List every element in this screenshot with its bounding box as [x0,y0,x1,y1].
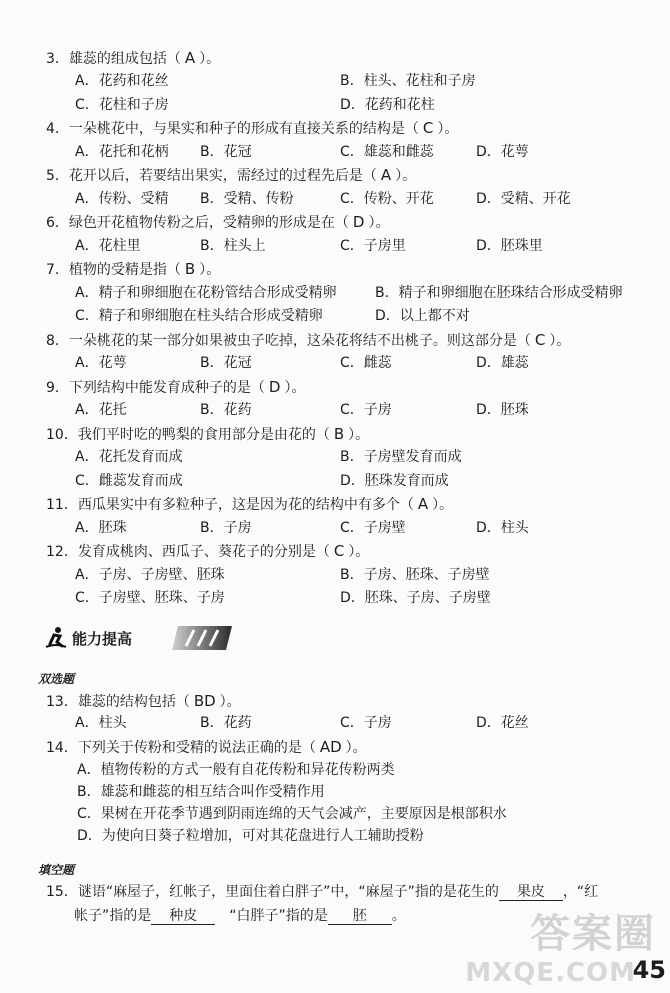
option: D．雄蕊 [476,355,529,371]
option: D．柱头 [476,520,529,536]
option: A．柱头 [75,715,127,731]
watermark-en: MXQE.COM [465,958,636,988]
option: C．子房壁 [340,520,406,536]
handwritten-answer: D [352,213,365,231]
option: A．花萼 [75,355,127,371]
option: B．柱头上 [200,238,266,254]
section-banner-decoration [172,624,232,652]
question-14: 14．下列关于传粉和受精的说法正确的是（ AD ）。 [46,738,367,756]
option: C．雌蕊发育而成 [75,473,183,489]
option: D．为使向日葵子粒增加，可对其花盘进行人工辅助授粉 [77,828,424,844]
option: D．花药和花柱 [340,97,435,113]
option: C．精子和卵细胞在柱头结合形成受精卵 [75,308,323,324]
question-13: 13．雄蕊的结构包括（ BD ）。 [46,692,241,710]
option: D．胚珠 [476,402,529,418]
option: C．果树在开花季节遇到阴雨连绵的天气会减产，主要原因是根部积水 [77,806,507,822]
question-15-line2: 帐子”指的是 种皮 “白胖子”指的是 胚 。 [74,908,406,924]
option: D．以上都不对 [375,308,470,324]
option: B．子房 [200,520,252,536]
answer-blank: 种皮 [151,908,215,925]
option: B．子房、胚珠、子房壁 [340,567,490,583]
option: D．胚珠、子房、子房壁 [340,590,491,606]
handwritten-answer: C [333,542,345,560]
answer-blank: 果皮 [499,884,563,901]
option: A．精子和卵细胞在花粉管结合形成受精卵 [75,285,337,301]
option: B．精子和卵细胞在胚珠结合形成受精卵 [375,285,623,301]
handwritten-answer: A [184,49,196,67]
watermark-cn: 答案圈 [530,911,656,957]
question-12: 12．发育成桃肉、西瓜子、葵花子的分别是（ C ）。 [46,542,370,560]
option: A．子房、子房壁、胚珠 [75,567,225,583]
question-5: 5．花开以后，若要结出果实，需经过的过程先后是（ A ）。 [46,166,417,184]
heading-double-choice: 双选题 [38,672,75,686]
option: B．柱头、花柱和子房 [340,73,476,89]
answer-blank: 胚 [328,908,392,925]
option: A．花托 [75,402,127,418]
heading-fill-in: 填空题 [38,863,75,877]
option: B．花冠 [200,355,252,371]
question-11: 11．西瓜果实中有多粒种子，这是因为花的结构中有多个（ A ）。 [46,495,454,513]
option: C．花柱和子房 [75,97,169,113]
option: A．胚珠 [75,520,127,536]
option: C．雄蕊和雌蕊 [340,144,434,160]
option: C．子房里 [340,238,406,254]
question-9: 9．下列结构中能发育成种子的是（ D ）。 [46,378,306,396]
handwritten-answer: A [417,495,429,513]
section-title: 能力提高 [72,630,133,648]
option: D．受精、开花 [476,191,571,207]
option: A．传粉、受精 [75,191,169,207]
option: C．雌蕊 [340,355,392,371]
page-number: 45 [632,956,666,984]
handwritten-answer: D [268,378,281,396]
option: D．胚珠里 [476,238,543,254]
option: B．雄蕊和雌蕊的相互结合叫作受精作用 [77,784,325,800]
handwritten-answer: C [534,331,546,349]
question-6: 6．绿色开花植物传粉之后，受精卵的形成是在（ D ）。 [46,213,390,231]
option: A．花药和花丝 [75,73,169,89]
question-3: 3．雄蕊的组成包括（ A ）。 [46,49,221,67]
option: B．花药 [200,402,252,418]
option: A．花柱里 [75,238,141,254]
question-10: 10．我们平时吃的鸭梨的食用部分是由花的（ B ）。 [46,425,370,443]
option: D．花丝 [476,715,529,731]
question-15-line1: 15．谜语“麻屋子，红帐子，里面住着白胖子”中，“麻屋子”指的是花生的 果皮 ，“红 [46,884,599,900]
option: D．胚珠发育而成 [340,473,449,489]
option: A．植物传粉的方式一般有自花传粉和异花传粉两类 [77,762,395,778]
question-4: 4．一朵桃花中，与果实和种子的形成有直接关系的结构是（ C ）。 [46,119,459,137]
option: B．子房壁发育而成 [340,449,462,465]
handwritten-answer: AD [319,738,342,756]
option: B．受精、传粉 [200,191,294,207]
handwritten-answer: A [380,166,392,184]
option: B．花冠 [200,144,252,160]
option: C．子房 [340,715,392,731]
option: C．传粉、开花 [340,191,434,207]
option: A．花托发育而成 [75,449,183,465]
handwritten-answer: B [333,425,345,443]
handwritten-answer: B [184,260,196,278]
question-7: 7．植物的受精是指（ B ）。 [46,260,221,278]
option: C．子房壁、胚珠、子房 [75,590,225,606]
section-icon [44,626,68,650]
handwritten-answer: C [422,119,434,137]
option: D．花萼 [476,144,529,160]
handwritten-answer: BD [193,692,216,710]
question-8: 8．一朵桃花的某一部分如果被虫子吃掉，这朵花将结不出桃子。则这部分是（ C ）。 [46,331,571,349]
option: B．花药 [200,715,252,731]
option: C．子房 [340,402,392,418]
option: A．花托和花柄 [75,144,169,160]
